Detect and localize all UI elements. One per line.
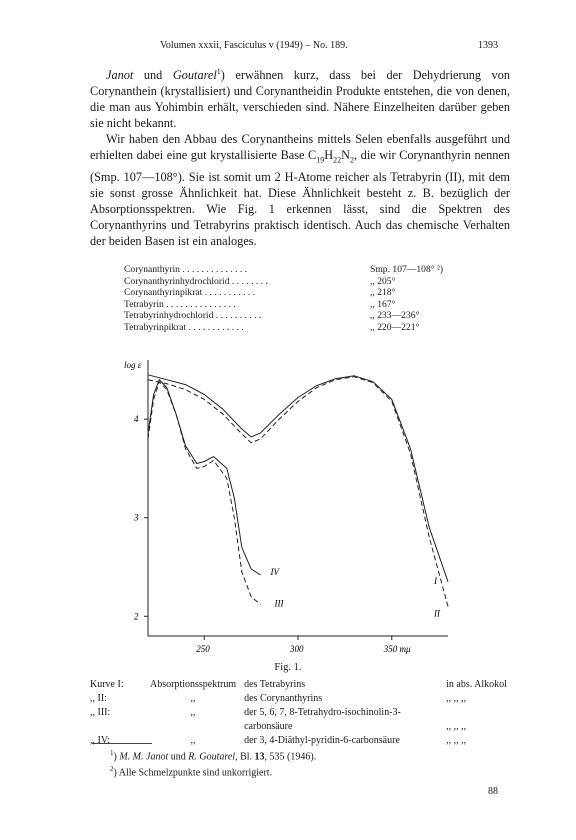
series-line-3 — [148, 382, 261, 605]
melting-point-row — [124, 287, 443, 299]
melting-point-row — [124, 276, 443, 288]
author-goutarel: Goutarel — [172, 68, 217, 83]
y-tick-label: 4 — [134, 414, 139, 425]
melting-point-value: ,, 205° — [370, 275, 396, 287]
legend-cell-mid: Absorptionsspektrum — [150, 679, 237, 690]
curve-label: IV — [270, 566, 279, 577]
melting-point-row — [124, 310, 443, 322]
legend-cell-mid — [150, 721, 236, 733]
leader-dots: . . . . . . . . — [229, 275, 268, 287]
series-line-4 — [148, 380, 261, 575]
legend-cell-right: ,, ,, ,, — [446, 735, 467, 746]
melting-point-value: Smp. 107—108° ²) — [370, 264, 444, 275]
legend-cell-desc: des Tetrabyrins — [244, 679, 306, 690]
series-line-1 — [148, 375, 448, 582]
footnote-1: $^1$) M. M. Janot und R. Goutarel, Bl. 13, 535 (1946). — [110, 749, 317, 763]
figure-caption: Fig. 1. — [274, 662, 302, 673]
footnote-rule — [92, 743, 152, 744]
legend-cell-mid: ,, — [190, 693, 196, 704]
x-tick-label: 250 — [196, 644, 210, 654]
leader-dots: . . . . . . . . . . . — [202, 287, 256, 299]
compound-name: Corynanthyrinpikrat — [124, 287, 203, 299]
y-axis-label: log ε — [124, 360, 142, 370]
legend-cell-left: ,, III: — [90, 707, 111, 718]
legend-cell-left: ,, IV: — [90, 735, 111, 746]
legend-cell-right: in abs. Alkokol — [446, 679, 507, 690]
page-number: 1393 — [478, 40, 498, 51]
compound-name: Tetrabyrinhydrochlorid — [124, 310, 214, 322]
body-text — [90, 64, 510, 249]
legend-cell-right: ,, ,, ,, — [446, 721, 467, 732]
melting-point-table — [124, 264, 443, 334]
leader-dots: . . . . . . . . . . . . . . . — [163, 298, 236, 310]
leader-dots: . . . . . . . . . . . . . . — [179, 264, 248, 275]
legend-cell-left: ,, II: — [90, 693, 107, 704]
footnote-ref-1: 1 — [216, 67, 221, 76]
melting-point-row — [124, 322, 443, 334]
series-line-2 — [148, 377, 448, 607]
footnotes — [110, 747, 316, 780]
legend-cell-desc: des Corynanthyrins — [244, 693, 323, 704]
compound-name: Tetrabyrin — [124, 298, 164, 310]
legend-row — [90, 735, 514, 747]
legend-cell-right: ,, ,, ,, — [446, 693, 467, 704]
legend-cell-left — [90, 721, 148, 733]
legend-row — [90, 693, 514, 705]
footnote-2: $^2$) Alle Schmelzpunkte sind unkorrigiert. — [110, 765, 273, 779]
x-tick-label: 350 mμ — [383, 644, 411, 654]
legend-cell-mid: ,, — [190, 707, 196, 718]
y-tick-label: 3 — [134, 512, 139, 523]
paragraph-1: Janot und Goutarel$^1$) erwähnen kurz, dass bei der Dehydrierung von Corynanthein (krystallisiert) und Corynantheidin Produkte entstehen, die von denen, die man aus Yohimbin erhält, verschieden sind. Nähere Einzelheiten darüber geben sie nicht bekannt. — [90, 67, 510, 131]
legend-row — [90, 721, 514, 733]
absorption-spectrum-chart — [100, 350, 480, 662]
melting-point-value: ,, 167° — [370, 298, 396, 310]
compound-name: Corynanthyrinhydrochlorid — [124, 275, 230, 287]
author-janot: Janot — [106, 68, 134, 83]
leader-dots: . . . . . . . . . . — [213, 310, 262, 322]
legend-cell-left: Kurve I: — [90, 679, 124, 690]
legend-row — [90, 679, 514, 691]
melting-point-value: ,, 218° — [370, 287, 396, 299]
journal-line: Volumen xxxii, Fasciculus v (1949) – No. 189. — [160, 40, 348, 51]
compound-name: Tetrabyrinpikrat — [124, 321, 187, 333]
leader-dots: . . . . . . . . . . . . — [186, 321, 244, 333]
paragraph-2: Wir haben den Abbau des Corynantheins mittels Selen ebenfalls ausgeführt und erhielten dabei eine gut krystallisierte Base $C_{19}H_{22}N_2$, die wir Corynanthyrin nennen (Smp. 107—108°). Sie ist somit um 2 H-Atome reicher als Tetrabyrin (II), mit dem sie sonst grosse Ähnlichkeit hat. Diese Ähnlichkeit besteht z. B. bezüglich der Absorptionsspektren. Wie Fig. 1 erkennen lässt, sind die Spektren des Corynanthyrins und Tetrabyrins praktisch identisch. Auch das chemische Verhalten der beiden Basen ist ein analoges. — [90, 132, 510, 248]
curve-label: II — [434, 608, 440, 619]
running-header — [90, 40, 498, 54]
legend-cell-right — [446, 707, 514, 719]
melting-point-value: ,, 233—236° — [370, 310, 420, 322]
melting-point-row — [124, 264, 443, 276]
legend-cell-mid: ,, — [190, 735, 196, 746]
x-tick-label: 300 — [290, 644, 304, 654]
y-tick-label: 2 — [134, 611, 139, 622]
figure-legend — [88, 677, 516, 749]
legend-row — [90, 707, 514, 719]
melting-point-row — [124, 299, 443, 311]
footer-page-number: 88 — [488, 786, 498, 797]
legend-cell-desc: der 5, 6, 7, 8-Tetrahydro-isochinolin-3- — [244, 707, 401, 718]
legend-cell-desc: carbonsäure — [244, 721, 293, 732]
legend-cell-desc: der 3, 4-Diäthyl-pyridin-6-carbonsäure — [244, 735, 400, 746]
curve-label: I — [434, 575, 437, 586]
compound-name: Corynanthyrin — [124, 264, 180, 275]
melting-point-value: ,, 220—221° — [370, 321, 420, 333]
curve-label: III — [274, 598, 284, 609]
